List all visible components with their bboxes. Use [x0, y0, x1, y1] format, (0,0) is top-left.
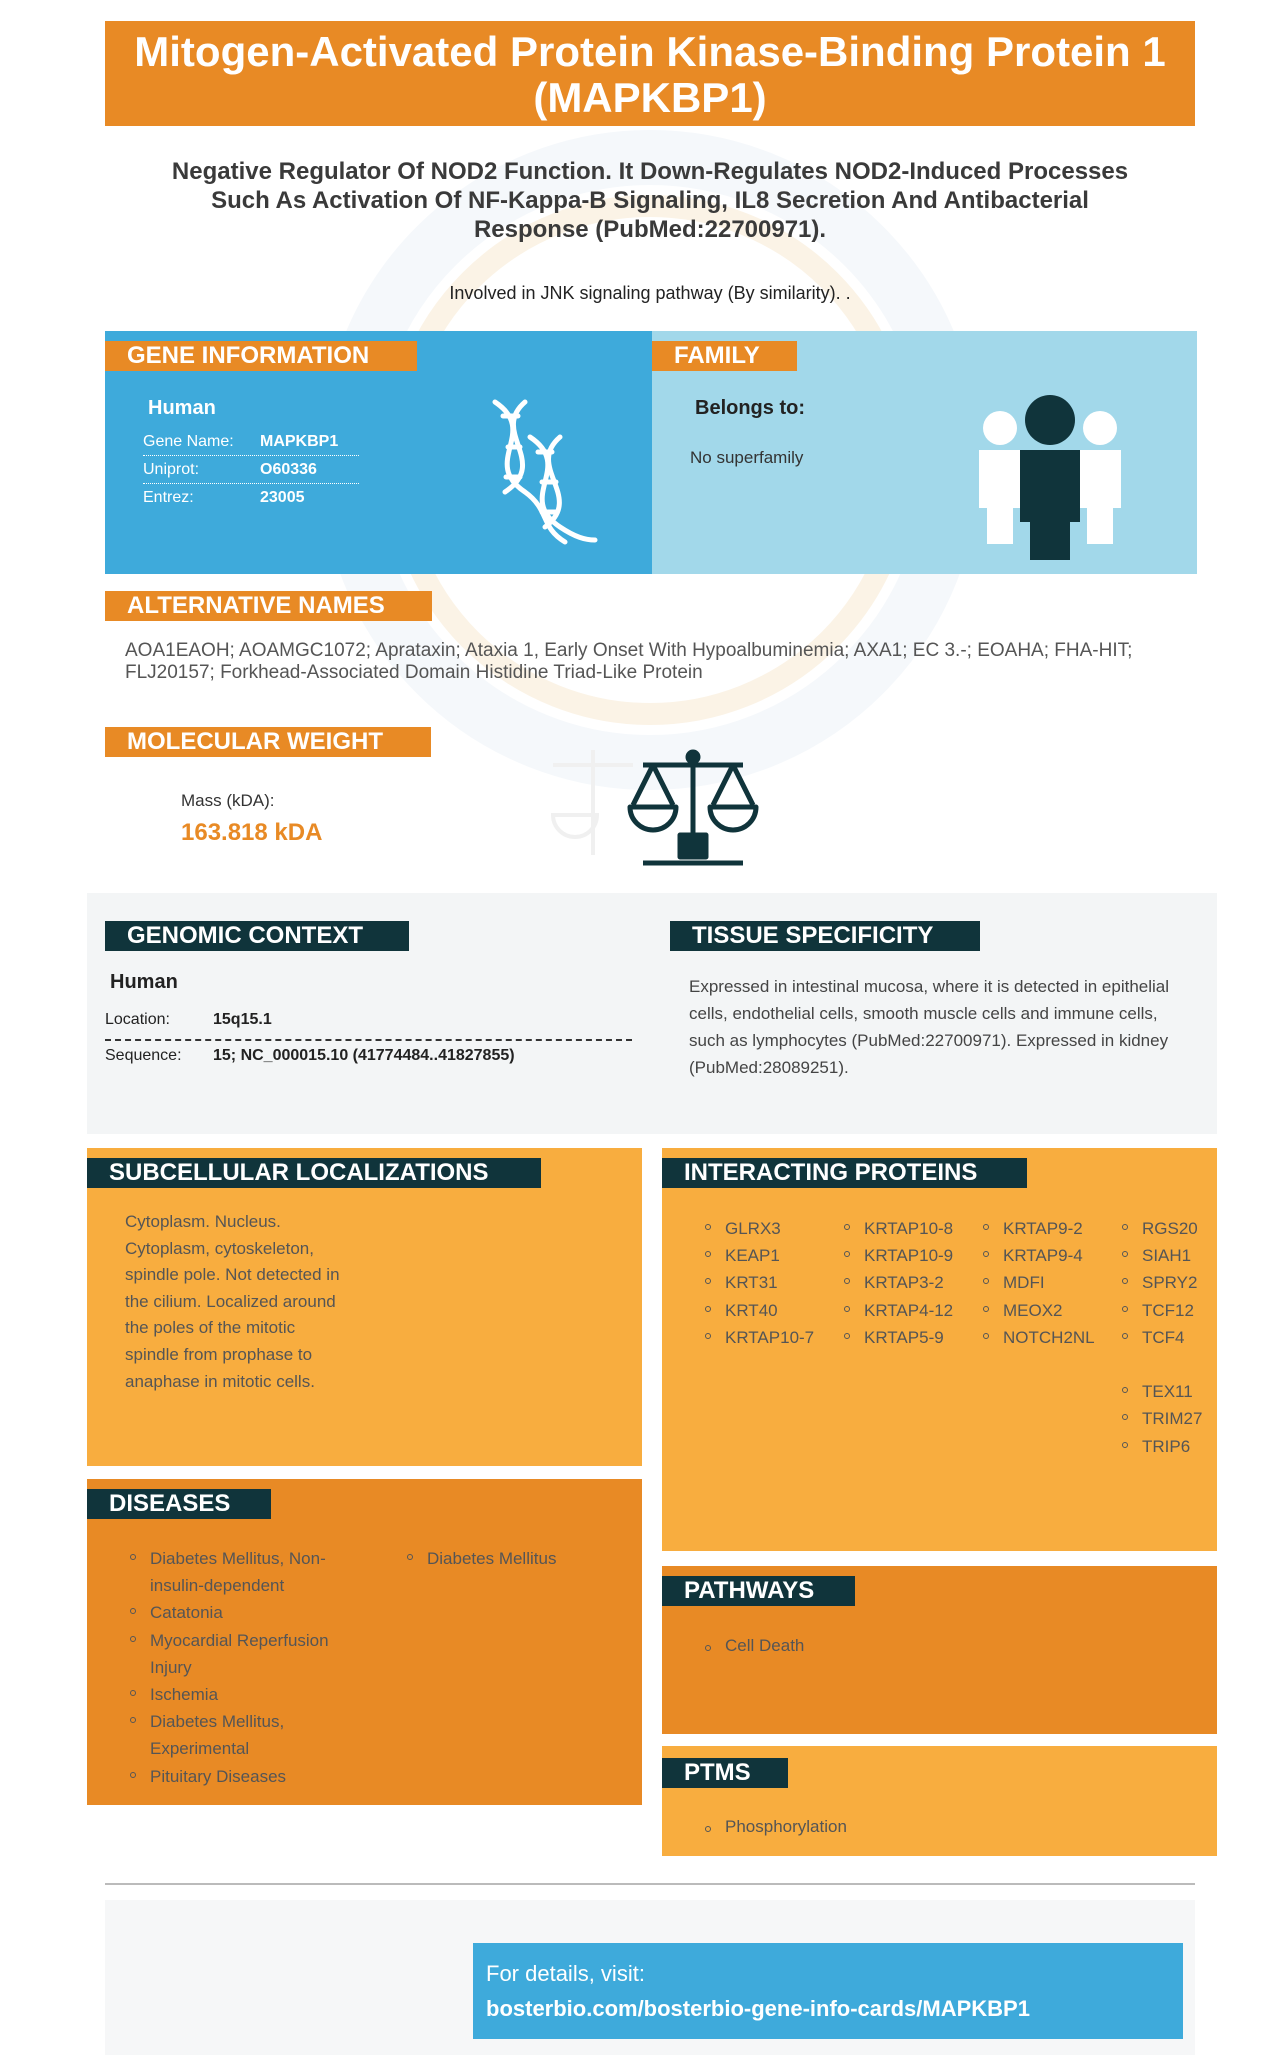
entrez-label: Entrez: — [143, 489, 194, 506]
list-item: KRTAP4-12 — [844, 1297, 954, 1324]
interacting-proteins-column-3 — [983, 1215, 1093, 1351]
genomic-context-heading: GENOMIC CONTEXT — [105, 921, 409, 951]
list-item: NOTCH2NL — [983, 1324, 1093, 1351]
list-item: KEAP1 — [705, 1242, 815, 1269]
list-item: TCF12 — [1122, 1297, 1212, 1324]
list-item: RGS20 — [1122, 1215, 1212, 1242]
list-item: Catatonia — [130, 1599, 360, 1626]
list-item: TRIM27 — [1122, 1405, 1212, 1432]
list-item: Diabetes Mellitus — [407, 1545, 627, 1572]
diseases-column-2 — [407, 1545, 627, 1572]
interacting-proteins-heading: INTERACTING PROTEINS — [662, 1158, 1027, 1188]
entrez-value: 23005 — [260, 489, 305, 506]
ptms-heading: PTMS — [662, 1758, 788, 1788]
uniprot-row — [143, 456, 359, 484]
gene-name-label: Gene Name: — [143, 432, 234, 450]
tissue-specificity-heading: TISSUE SPECIFICITY — [670, 921, 980, 951]
list-item: Pituitary Diseases — [130, 1763, 360, 1790]
location-row — [105, 1011, 272, 1029]
list-item: TCF4 — [1122, 1324, 1212, 1351]
location-value: 15q15.1 — [213, 1011, 272, 1028]
list-item: KRTAP10-7 — [705, 1324, 815, 1351]
tissue-specificity-text: Expressed in intestinal mucosa, where it is detected in epithelial cells, endothelial cells, smooth muscle cells and immune cells, such as lymphocytes (PubMed:22700971). Expressed in kidney (PubMed:28089251). — [689, 977, 1170, 1077]
function-note: Involved in JNK signaling pathway (By similarity). . — [449, 283, 851, 303]
gene-info-table — [143, 428, 359, 512]
uniprot-label: Uniprot: — [143, 460, 200, 478]
list-item: MEOX2 — [983, 1297, 1093, 1324]
list-item: KRTAP5-9 — [844, 1324, 954, 1351]
sequence-value: 15; NC_000015.10 (41774484..41827855) — [213, 1047, 515, 1064]
footer-divider — [105, 1883, 1195, 1885]
genomic-divider — [105, 1039, 632, 1041]
gene-species: Human — [148, 397, 216, 419]
interacting-proteins-column-1 — [705, 1215, 815, 1351]
dna-helix-icon — [470, 392, 620, 552]
pathways-list — [705, 1636, 804, 1656]
details-label: For details, visit: — [486, 1961, 645, 1986]
sequence-row — [105, 1047, 515, 1065]
diseases-heading: DISEASES — [87, 1489, 271, 1519]
list-item: KRTAP3-2 — [844, 1269, 954, 1296]
list-item: Diabetes Mellitus, Experimental — [130, 1708, 360, 1762]
list-item: GLRX3 — [705, 1215, 815, 1242]
sequence-label: Sequence: — [105, 1047, 182, 1064]
list-item: KRTAP10-9 — [844, 1242, 954, 1269]
family-value: No superfamily — [690, 448, 804, 467]
interacting-proteins-column-2 — [844, 1215, 954, 1351]
list-item: SPRY2 — [1122, 1269, 1212, 1296]
list-item: KRT40 — [705, 1297, 815, 1324]
details-link-box[interactable] — [473, 1943, 1183, 2039]
list-item: SIAH1 — [1122, 1242, 1212, 1269]
entrez-row — [143, 484, 359, 512]
gene-name-row — [143, 428, 359, 456]
molecular-weight-heading: MOLECULAR WEIGHT — [105, 727, 431, 757]
list-item: Diabetes Mellitus, Non-insulin-dependent — [130, 1545, 360, 1599]
diseases-column-1 — [130, 1545, 360, 1790]
list-item: Ischemia — [130, 1681, 360, 1708]
page-title: Mitogen-Activated Protein Kinase-Binding Protein 1 (MAPKBP1) — [105, 21, 1195, 126]
alternative-names-text: AOA1EAOH; AOAMGC1072; Aprataxin; Ataxia 1, Early Onset With Hypoalbuminemia; AXA1; EC 3.-; EOAHA; FHA-HIT; FLJ20157; Forkhead-Associated Domain Histidine Triad-Like Protein — [125, 640, 1133, 683]
list-item: KRT31 — [705, 1269, 815, 1296]
people-group-icon — [975, 392, 1125, 562]
uniprot-value: O60336 — [260, 460, 317, 478]
list-item: KRTAP10-8 — [844, 1215, 954, 1242]
family-belongs-label: Belongs to: — [695, 397, 805, 419]
genomic-species: Human — [110, 971, 178, 993]
list-item: MDFI — [983, 1269, 1093, 1296]
mass-value: 163.818 kDA — [181, 819, 323, 846]
gene-name-value: MAPKBP1 — [260, 432, 339, 450]
list-item: Cell Death — [705, 1636, 804, 1656]
list-item: Phosphorylation — [705, 1817, 847, 1837]
list-item: KRTAP9-2 — [983, 1215, 1093, 1242]
subcellular-localizations-text: Cytoplasm. Nucleus. Cytoplasm, cytoskeleton, spindle pole. Not detected in the cilium. Localized around the poles of the mitotic spindle from prophase to anaphase in mitotic cells. — [125, 1212, 340, 1391]
pathways-heading: PATHWAYS — [662, 1576, 855, 1606]
mass-label: Mass (kDA): — [181, 791, 275, 810]
ptms-list — [705, 1817, 847, 1837]
list-item: Myocardial Reperfusion Injury — [130, 1627, 360, 1681]
interacting-proteins-column-4 — [1122, 1215, 1212, 1460]
details-link[interactable]: bosterbio.com/bosterbio-gene-info-cards/MAPKBP1 — [486, 1996, 1030, 2021]
list-item: KRTAP9-4 — [983, 1242, 1093, 1269]
protein-summary: Negative Regulator Of NOD2 Function. It Down-Regulates NOD2-Induced Processes Such As Activation Of NF-Kappa-B Signaling, IL8 Secretion And Antibacterial Response (PubMed:22700971). — [171, 158, 1129, 243]
subcellular-localizations-heading: SUBCELLULAR LOCALIZATIONS — [87, 1158, 541, 1188]
balance-scale-icon — [548, 735, 773, 875]
family-heading: FAMILY — [652, 341, 797, 371]
gene-information-heading: GENE INFORMATION — [105, 341, 417, 371]
list-item: TRIP6 — [1122, 1433, 1212, 1460]
alternative-names-heading: ALTERNATIVE NAMES — [105, 591, 432, 621]
location-label: Location: — [105, 1011, 170, 1028]
list-item: TEX11 — [1122, 1378, 1212, 1405]
